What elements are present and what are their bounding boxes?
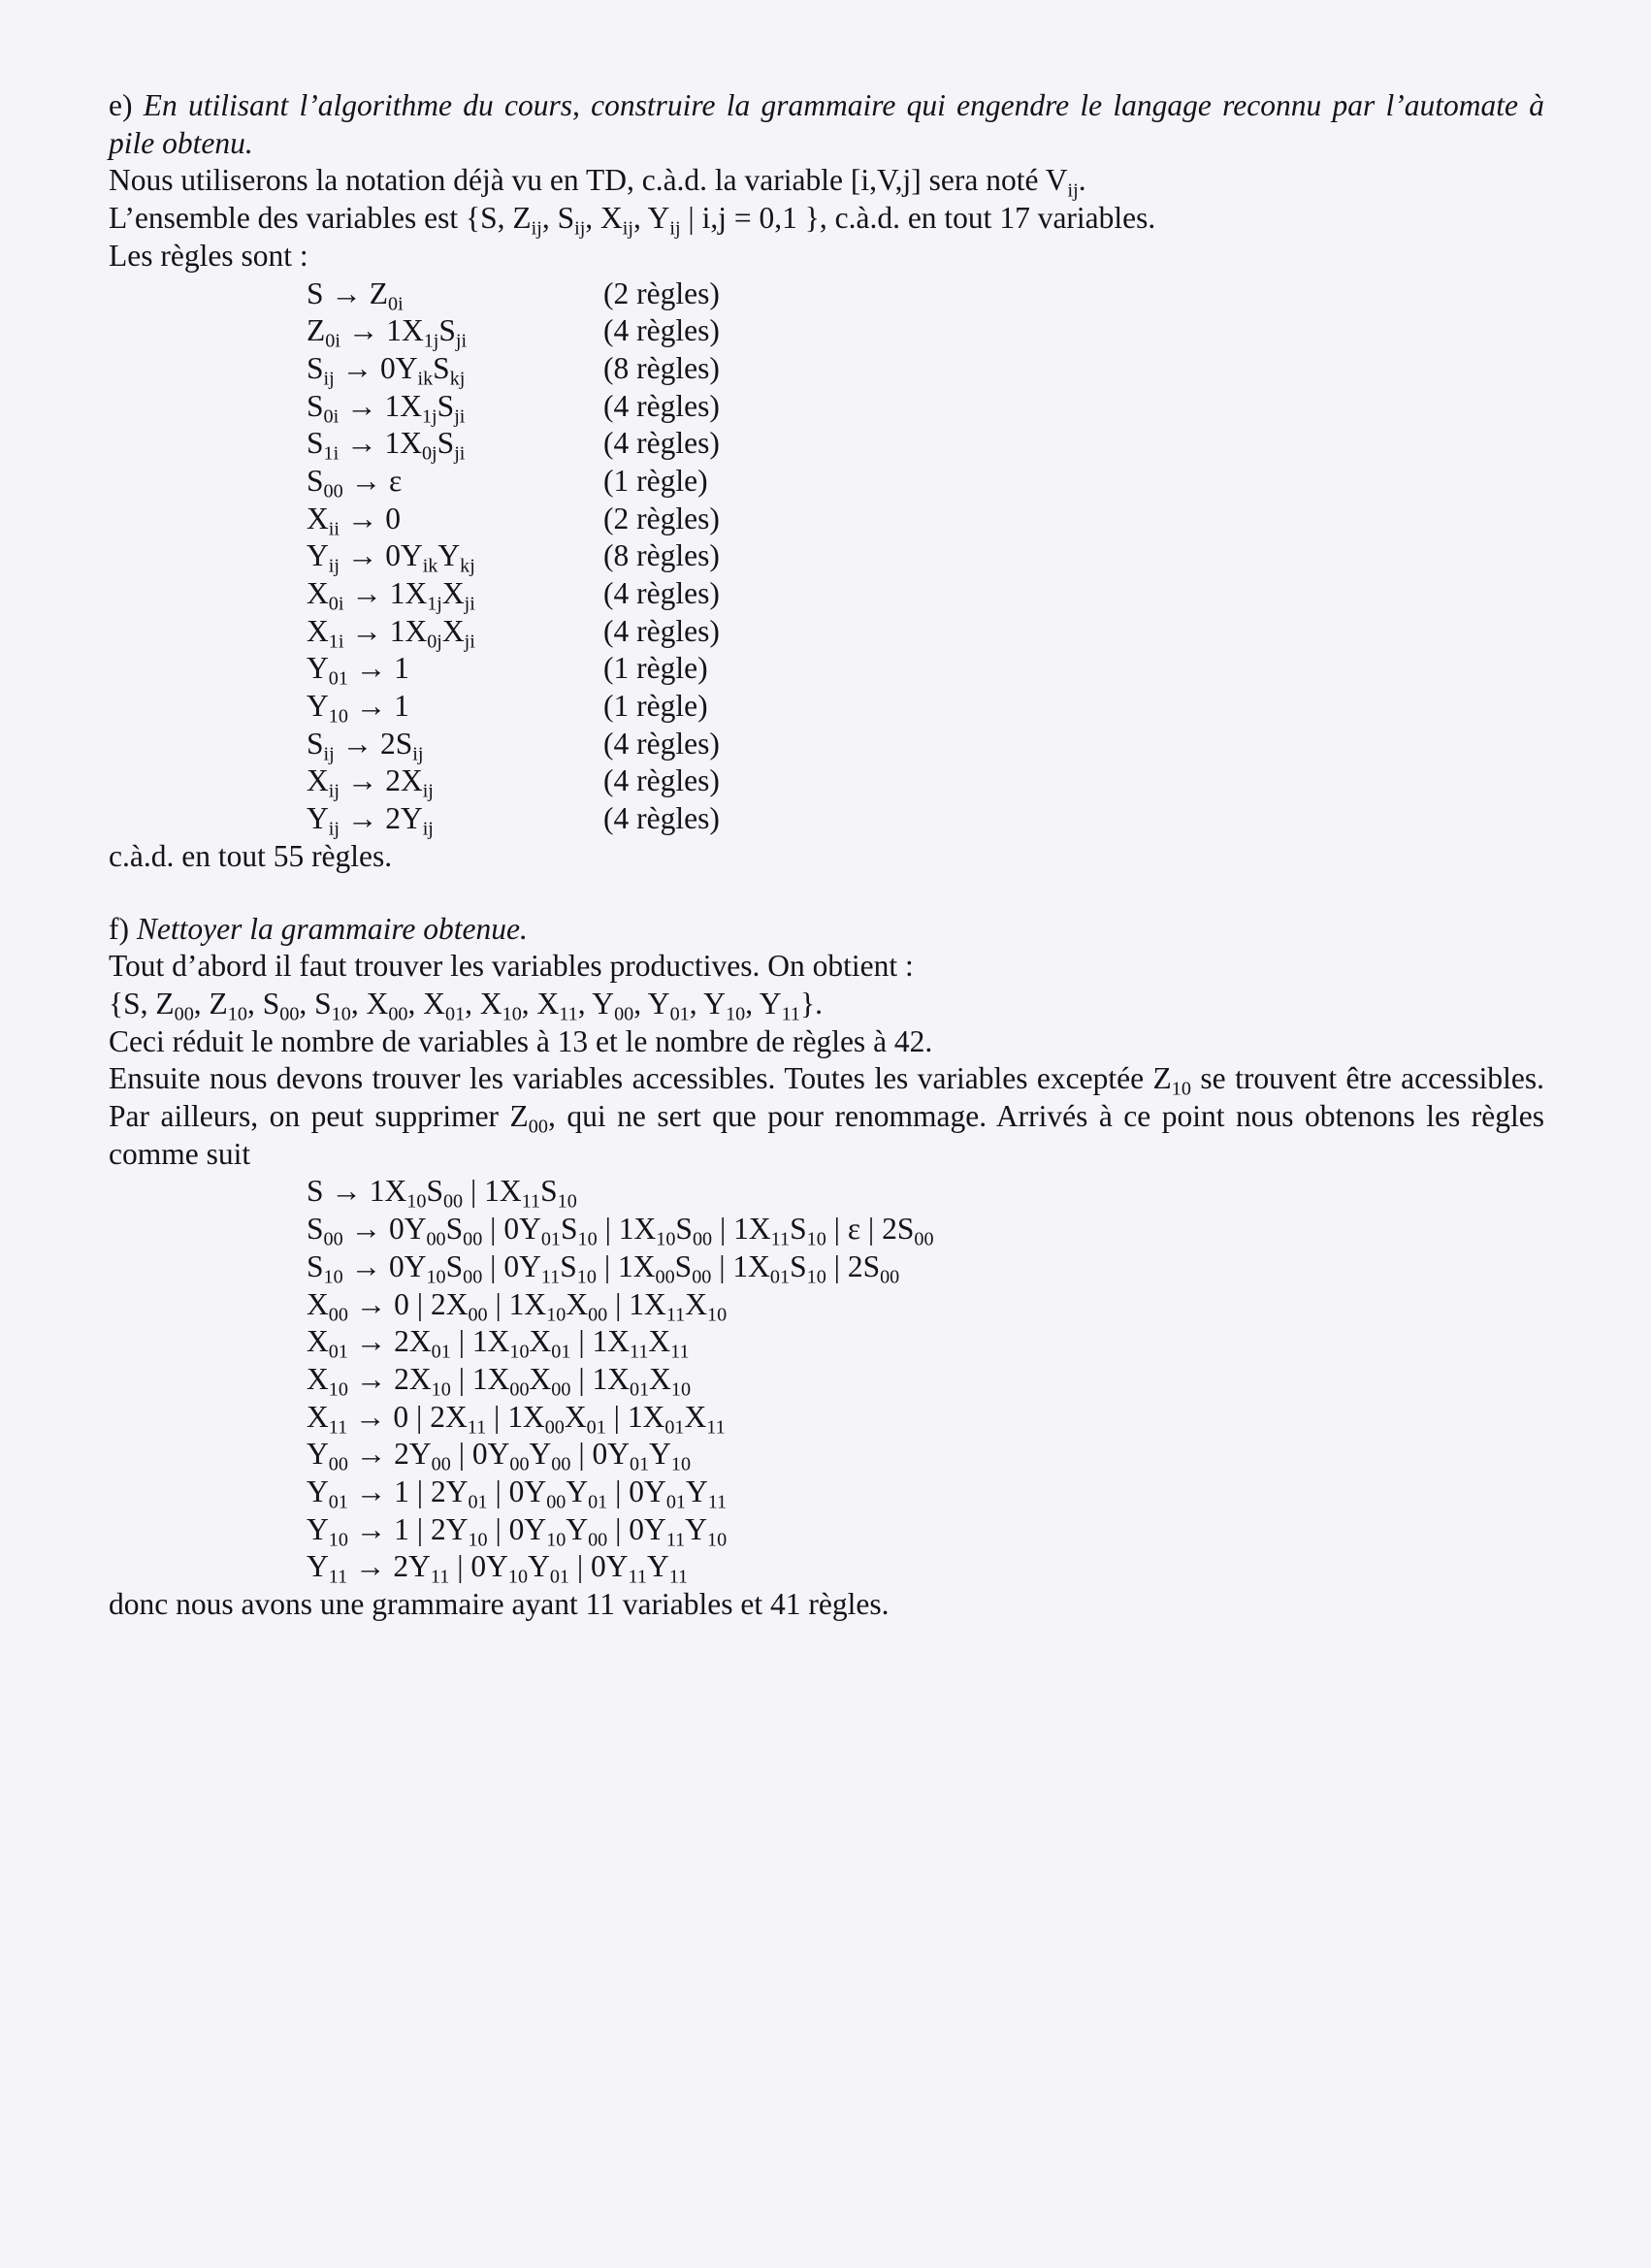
grammar-rule: $S_{10} \to 0Y_{10}S_{00}$ | $0Y_{11}S_{10}$ | $1X_{00}S_{00}$ | $1X_{01}S_{10}$ | $2S_{00}$ [307,1248,900,1288]
rule-production: $S_{ij} \to 2S_{ij}$ [307,726,424,765]
rule-row [307,762,1544,800]
rule-row [307,800,1544,838]
rule-row [307,688,1544,726]
rule-production: $S_{0i} \to 1X_{1j}S_{ji}$ [307,388,466,428]
rule-row [307,425,1544,463]
rule-count: (4 règles) [603,613,720,648]
rule-production: $Y_{01} \to 1$ [307,651,409,690]
section-e-label: e) [109,88,133,122]
rule-production: $X_{0i} \to 1X_{1j}X_{ji}$ [307,576,475,615]
rule-production: $S_{ij} \to 0Y_{ik}S_{kj}$ [307,350,466,390]
rule-row [307,388,1544,426]
grammar-rule: $X_{00} \to 0$ | $2X_{00}$ | $1X_{10}X_{00}$ | $1X_{11}X_{10}$ [307,1286,728,1325]
rule-count: (4 règles) [603,763,720,798]
rule-count: (4 règles) [603,576,720,611]
reduction-note: Ceci réduit le nombre de variables à 13 et le nombre de règles à 42. [109,1023,933,1058]
rule-row [307,537,1544,575]
rule-production: $X_{ii} \to 0$ [307,501,401,540]
rule-count: (4 règles) [603,426,720,461]
accessible-paragraph: Ensuite nous devons trouver les variables accessibles. Toutes les variables exceptée $Z_{10}$ se trouvent être accessibles. Par ailleurs, on peut supprimer $Z_{00}$, qui ne sert que pour renommage. Arrivés à ce point nous obtenons les règles comme suit [109,1061,1544,1171]
rule-row [307,501,1544,538]
rule-count: (1 règle) [603,463,708,498]
grammar-rule: $S \to 1X_{10}S_{00}$ | $1X_{11}S_{10}$ [307,1174,577,1213]
section-f-label: f) [109,911,129,946]
section-e-title: En utilisant l’algorithme du cours, construire la grammaire qui engendre le langage reconnu par l’automate à pile obtenu. [109,88,1544,160]
rule-row [307,275,1544,313]
rule-production: $Z_{0i} \to 1X_{1j}S_{ji}$ [307,313,468,352]
rule-count: (1 règle) [603,689,708,724]
productive-set: {S, $Z_{00}$, $Z_{10}$, $S_{00}$, $S_{10}$, $X_{00}$, $X_{01}$, $X_{10}$, $X_{11}$, $Y_{00}$, $Y_{01}$, $Y_{10}$, $Y_{11}$}. [109,986,823,1025]
rule-count: (4 règles) [603,726,720,761]
section-f-title: Nettoyer la grammaire obtenue. [136,911,528,946]
grammar-rule: $Y_{00} \to 2Y_{00}$ | $0Y_{00}Y_{00}$ | $0Y_{01}Y_{10}$ [307,1437,692,1475]
rule-count: (2 règles) [603,501,720,535]
grammar-rule: $S_{00} \to 0Y_{00}S_{00}$ | $0Y_{01}S_{10}$ | $1X_{10}S_{00}$ | $1X_{11}S_{10}$ | ε | $2S_{00}$ [307,1212,934,1250]
intro-variables: L’ensemble des variables est {S, $Z_{ij}$, $S_{ij}$, $X_{ij}$, $Y_{ij}$ | i,j = 0,1 }, c.à.d. en tout 17 variables. [109,201,1156,240]
conclusion: donc nous avons une grammaire ayant 11 variables et 41 règles. [109,1587,890,1622]
grammar-rule: $Y_{11} \to 2Y_{11}$ | $0Y_{10}Y_{01}$ | $0Y_{11}Y_{11}$ [307,1549,689,1588]
rule-row [307,650,1544,688]
rule-row [307,575,1544,613]
clean-grammar [307,1173,1544,1586]
rule-row [307,312,1544,350]
rule-production: $S_{00} \to \varepsilon$ [307,463,403,502]
rule-production: $Y_{ij} \to 0Y_{ik}Y_{kj}$ [307,538,475,577]
rule-row [307,463,1544,501]
rule-row [307,726,1544,763]
intro-rules-label: Les règles sont : [109,238,308,273]
rule-row [307,350,1544,388]
rule-count: (8 règles) [603,538,720,573]
grammar-rule: $X_{01} \to 2X_{01}$ | $1X_{10}X_{01}$ | $1X_{11}X_{11}$ [307,1324,690,1363]
rule-count: (2 règles) [603,275,720,310]
rule-production: $X_{ij} \to 2X_{ij}$ [307,763,434,802]
rule-production: $Y_{ij} \to 2Y_{ij}$ [307,801,434,840]
grammar-rule: $X_{10} \to 2X_{10}$ | $1X_{00}X_{00}$ | $1X_{01}X_{10}$ [307,1361,692,1401]
rule-count: (8 règles) [603,350,720,385]
rule-row [307,613,1544,651]
rules-total: c.à.d. en tout 55 règles. [109,838,393,873]
rule-count: (4 règles) [603,388,720,423]
rule-count: (1 règle) [603,651,708,686]
document-page [109,87,1544,1624]
rule-production: $Y_{10} \to 1$ [307,689,409,728]
rules-list [307,275,1544,838]
rule-production: $X_{1i} \to 1X_{0j}X_{ji}$ [307,613,475,653]
productive-intro: Tout d’abord il faut trouver les variables productives. On obtient : [109,949,914,984]
section-e-heading [109,87,1544,162]
rule-production: $S_{1i} \to 1X_{0j}S_{ji}$ [307,426,466,465]
grammar-rule: $X_{11} \to 0$ | $2X_{11}$ | $1X_{00}X_{01}$ | $1X_{01}X_{11}$ [307,1399,726,1439]
rule-production: $S \to Z_{0i}$ [307,275,404,314]
grammar-rule: $Y_{10} \to 1$ | $2Y_{10}$ | $0Y_{10}Y_{00}$ | $0Y_{11}Y_{10}$ [307,1511,728,1551]
rule-count: (4 règles) [603,801,720,836]
rule-count: (4 règles) [603,313,720,348]
intro-notation: Nous utiliserons la notation déjà vu en TD, c.à.d. la variable [i,V,j] sera noté $V_{ij}$. [109,163,1086,202]
section-f-heading [109,911,1544,949]
grammar-rule: $Y_{01} \to 1$ | $2Y_{01}$ | $0Y_{00}Y_{01}$ | $0Y_{01}Y_{11}$ [307,1474,728,1513]
